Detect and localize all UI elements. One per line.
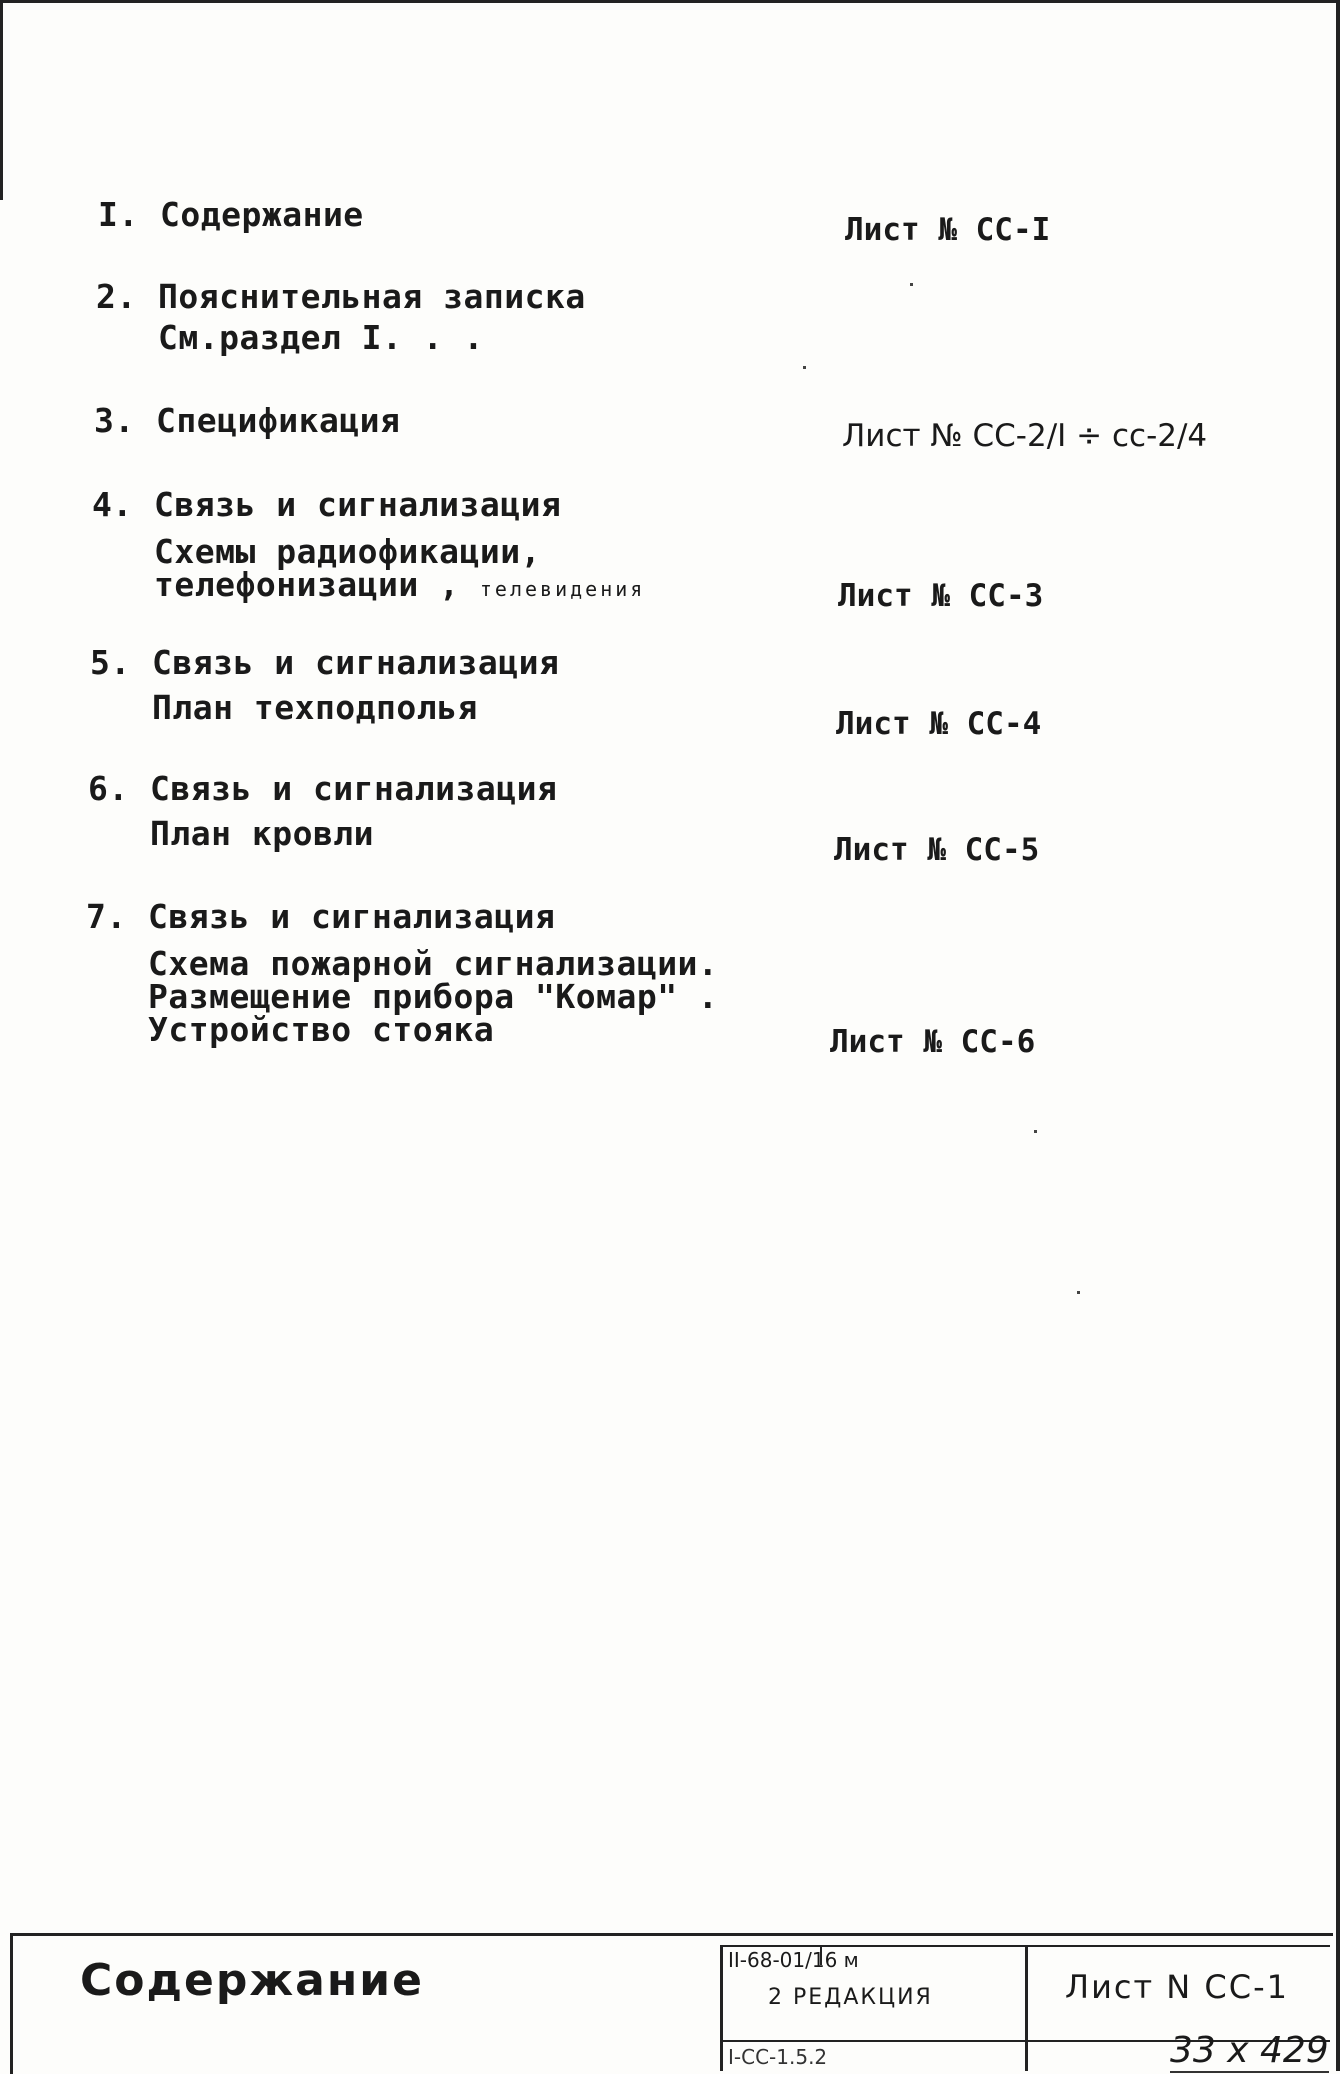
sheet-ref-3 xyxy=(842,418,1207,454)
item-title: Содержание xyxy=(160,195,364,234)
sheet-ref-5: Лист № СС-4 xyxy=(836,706,1042,742)
contents-item-4 xyxy=(92,485,646,604)
contents-item-3 xyxy=(94,401,401,440)
sheet-ref-6: Лист № СС-5 xyxy=(834,832,1040,868)
scan-speck xyxy=(910,283,913,286)
item-subtitle: Схемы радиофикации, xyxy=(154,532,541,571)
item-title: Спецификация xyxy=(156,401,401,440)
title-block-inventory-number: 33 x 429 xyxy=(1170,2030,1329,2071)
item-number: 5. xyxy=(90,643,131,682)
title-block-line xyxy=(720,1945,723,2071)
item-subtitle-2: Размещение прибора "Комар" . xyxy=(148,977,719,1016)
contents-item-7 xyxy=(86,897,719,1049)
contents-item-1 xyxy=(98,195,364,234)
item-handwritten-note: телевидения xyxy=(479,577,646,601)
frame-left-border xyxy=(0,0,3,200)
scan-speck xyxy=(803,366,806,369)
item-title: Связь и сигнализация xyxy=(150,769,558,808)
title-block-doc-number: I-СС-1.5.2 xyxy=(728,2045,828,2069)
item-subtitle: План кровли xyxy=(150,814,375,853)
item-number: 6. xyxy=(88,769,129,808)
item-title: Пояснительная записка xyxy=(158,277,586,316)
item-number: 2. xyxy=(96,277,137,316)
title-block-sheet-label: Лист N СС-1 xyxy=(1065,1968,1289,2006)
title-block-line xyxy=(1025,1945,1028,2071)
item-subtitle-text: телефонизации xyxy=(154,565,419,604)
scan-speck xyxy=(1034,1130,1037,1133)
title-block-edition: 2 РЕДАКЦИЯ xyxy=(768,1985,933,2010)
item-subtitle: План техподполья xyxy=(152,688,478,727)
sheet-ref-text: Лист № СС-2/I ÷ сс-2/4 xyxy=(842,418,1208,454)
contents-item-6 xyxy=(88,769,558,853)
item-subtitle-2: телефонизации , телевидения xyxy=(154,565,646,604)
item-number: 3. xyxy=(94,401,135,440)
item-title: Связь и сигнализация xyxy=(154,485,562,524)
frame-right-border xyxy=(1336,0,1340,2071)
item-title: Связь и сигнализация xyxy=(152,643,560,682)
item-subtitle: Схема пожарной сигнализации. xyxy=(148,944,719,983)
frame-top-border xyxy=(0,0,1340,3)
contents-item-5 xyxy=(90,643,560,727)
item-number: 4. xyxy=(92,485,133,524)
item-number: 7. xyxy=(86,897,127,936)
title-block-title: Содержание xyxy=(80,1955,424,2006)
item-number: I. xyxy=(98,195,139,234)
sheet-ref-4: Лист № СС-3 xyxy=(838,578,1044,614)
item-subtitle-3: Устройство стояка xyxy=(148,1010,495,1049)
item-title: Связь и сигнализация xyxy=(148,897,556,936)
sheet-ref-7: Лист № СС-6 xyxy=(830,1024,1036,1060)
sheet-ref-1: Лист № СС-I xyxy=(845,212,1051,248)
scan-speck xyxy=(1077,1291,1080,1294)
item-subtitle: См.раздел I. . . xyxy=(158,318,484,357)
contents-item-2 xyxy=(96,277,586,357)
title-block-project-code: II-68-01/16 м xyxy=(728,1948,859,1972)
